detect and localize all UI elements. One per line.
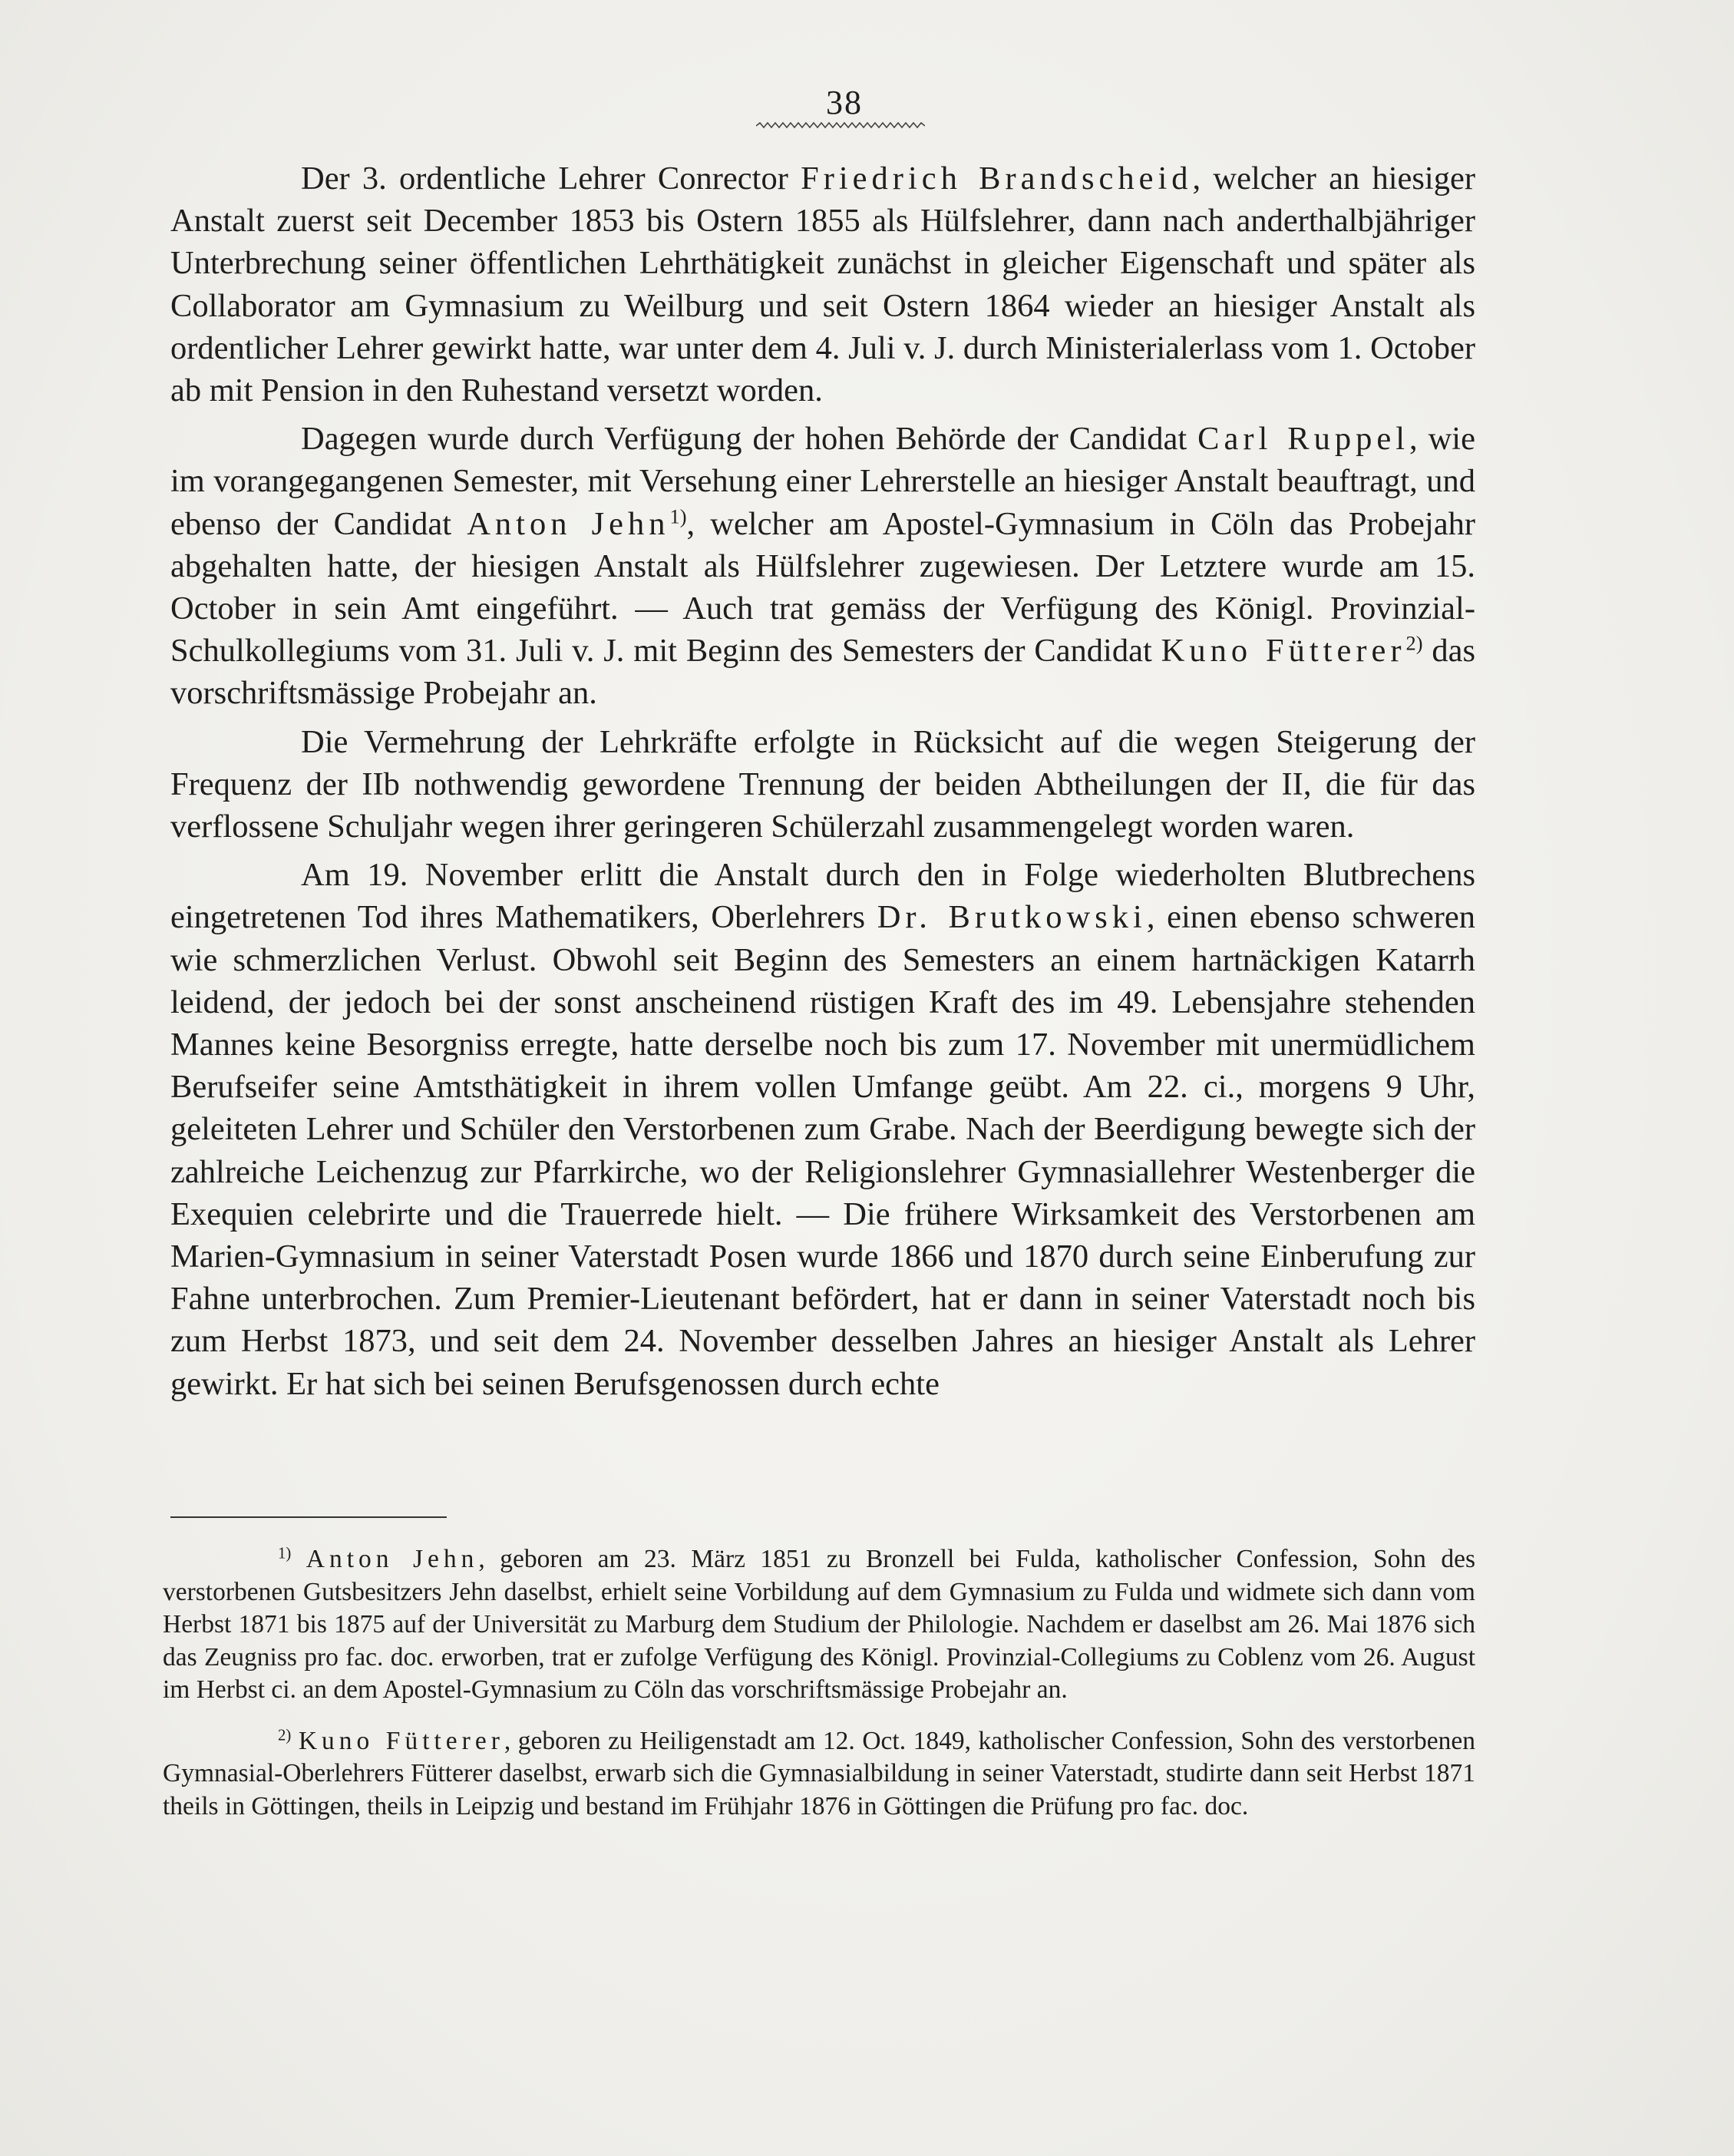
spaced-name: Kuno Fütterer	[298, 1726, 504, 1755]
page-number: 38	[826, 84, 863, 121]
text-run: , wie im vorangegangenen Semester, mit Versehung einer Lehrerstelle an hiesiger Anstalt beauftragt, und ebenso der Candidat	[170, 421, 1475, 542]
spaced-name: Friedrich Brandscheid	[801, 160, 1193, 197]
text-run: , welcher an hiesiger Anstalt zuerst seit December 1853 bis Ostern 1855 als Hülfslehrer, dann nach anderthalbjähriger Unterbrechung seiner öffentlichen Lehrthätigkeit zunächst in gleicher Eigenschaft und später als Collaborator am Gymnasium zu Weilburg und seit Ostern 1864 wieder an hiesiger Anstalt als ordentlicher Lehrer gewirkt hatte, war unter dem 4. Juli v. J. durch Ministerialerlass vom 1. October ab mit Pension in den Ruhestand versetzt worden.	[170, 160, 1475, 409]
spaced-name: Kuno Fütterer	[1161, 633, 1406, 670]
text-run: , geboren zu Heiligenstadt am 12. Oct. 1849, katholischer Confession, Sohn des verstorbenen Gymnasial-Oberlehrers Fütterer daselbst, erwarb sich die Gymnasialbildung in seiner Vaterstadt, studirte dann seit Herbst 1871 theils in Göttingen, theils in Leipzig und bestand im Frühjahr 1876 in Göttingen die Prüfung pro fac. doc.	[163, 1726, 1475, 1820]
spaced-name: Dr. Brutkowski	[877, 899, 1147, 936]
paragraph	[170, 854, 1475, 1405]
footnote	[163, 1725, 1475, 1824]
footnote-marker: 1)	[669, 505, 687, 528]
text-run: das vorschriftsmässige Probejahr an.	[170, 633, 1476, 712]
footnote-marker: 1)	[278, 1544, 292, 1562]
paragraph	[170, 157, 1475, 412]
footnote-divider	[170, 1516, 447, 1518]
text-run: , welcher am Apostel-Gymnasium in Cöln das Probejahr abgehalten hatte, der hiesigen Anstalt als Hülfslehrer zugewiesen. Der Letztere wurde am 15. October in sein Amt eingeführt. — Auch trat gemäss der Verfügung des Königl. Provinzial-Schulkollegiums vom 31. Juli v. J. mit Beginn des Semesters der Candidat	[170, 505, 1475, 670]
footnotes	[163, 1543, 1475, 1841]
text-run: Der 3. ordentliche Lehrer Conrector	[301, 160, 801, 197]
footnote	[163, 1543, 1475, 1707]
text-run: Am 19. November erlitt die Anstalt durch den in Folge wiederholten Blutbrechens eingetretenen Tod ihres Mathematikers, Oberlehrers	[170, 857, 1475, 936]
paragraph	[170, 418, 1475, 714]
text-run	[291, 1545, 306, 1573]
footnote-marker: 2)	[1405, 632, 1423, 655]
paragraph	[170, 721, 1475, 848]
text-run: , einen ebenso schweren wie schmerzlichen Verlust. Obwohl seit Beginn des Semesters an einem hartnäckigen Katarrh leidend, der jedoch bei der sonst anscheinend rüstigen Kraft des im 49. Lebensjahre stehenden Mannes keine Besorgniss erregte, hatte derselbe noch bis zum 17. November mit unermüdlichem Berufseifer seine Amtsthätigkeit in ihrem vollen Umfange geübt. Am 22. ci., morgens 9 Uhr, geleiteten Lehrer und Schüler den Verstorbenen zum Grabe. Nach der Beerdigung bewegte sich der zahlreiche Leichenzug zur Pfarrkirche, wo der Religionslehrer Gymnasiallehrer Westenberger die Exequien celebrirte und die Trauerrede hielt. — Die frühere Wirksamkeit des Verstorbenen am Marien-Gymnasium in seiner Vaterstadt Posen wurde 1866 und 1870 durch seine Einberufung zur Fahne unterbrochen. Zum Premier-Lieutenant befördert, hat er dann in seiner Vaterstadt noch bis zum Herbst 1873, und seit dem 24. November desselben Jahres an hiesiger Anstalt als Lehrer gewirkt. Er hat sich bei seinen Berufsgenossen durch echte	[170, 899, 1475, 1402]
spaced-name: Anton Jehn	[306, 1545, 479, 1573]
text-run: Dagegen wurde durch Verfügung der hohen Behörde der Candidat	[301, 421, 1198, 458]
body-text	[170, 157, 1475, 1411]
spaced-name: Anton Jehn	[467, 505, 670, 542]
text-run: , geboren am 23. März 1851 zu Bronzell bei Fulda, katholischer Confession, Sohn des verstorbenen Gutsbesitzers Jehn daselbst, erhielt seine Vorbildung auf dem Gymnasium zu Fulda und widmete sich dann vom Herbst 1871 bis 1875 auf der Universität zu Marburg dem Studium der Philologie. Nachdem er daselbst am 26. Mai 1876 sich das Zeugniss pro fac. doc. erworben, trat er zufolge Verfügung des Königl. Provinzial-Collegiums zu Coblenz vom 26. August im Herbst ci. an dem Apostel-Gymnasium zu Cöln das vorschriftsmässige Probejahr an.	[163, 1545, 1476, 1704]
text-run: Die Vermehrung der Lehrkräfte erfolgte in Rücksicht auf die wegen Steigerung der Frequenz der IIb nothwendig gewordene Trennung der beiden Abtheilungen der II, die für das verflossene Schuljahr wegen ihrer geringeren Schülerzahl zusammengelegt worden waren.	[170, 723, 1475, 845]
page-number-ornament	[756, 121, 925, 131]
footnote-marker: 2)	[278, 1726, 292, 1744]
text-run	[291, 1727, 299, 1755]
spaced-name: Carl Ruppel	[1197, 421, 1410, 458]
